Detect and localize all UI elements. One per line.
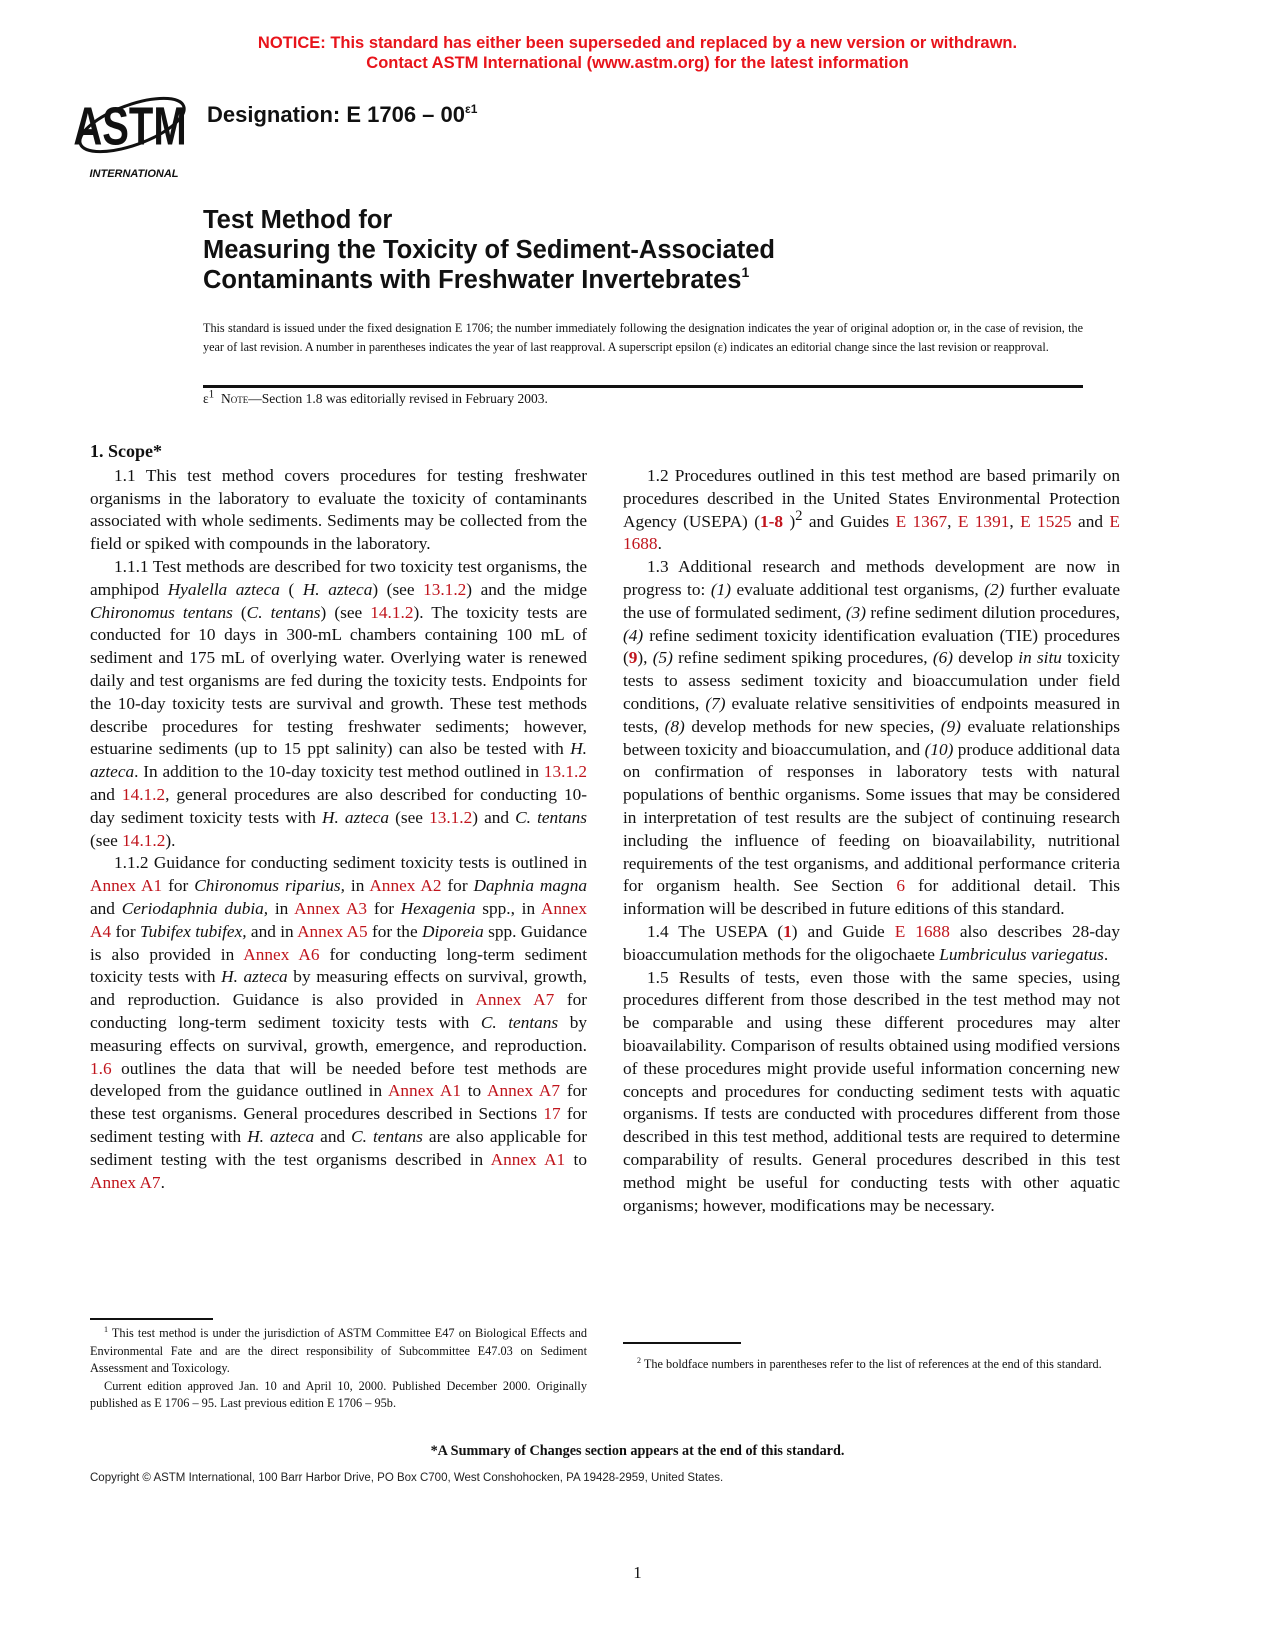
link-14-1-2[interactable]: 14.1.2 bbox=[370, 602, 414, 622]
link-annex-a3[interactable]: Annex A3 bbox=[294, 898, 368, 918]
footnote-ref-2[interactable]: 2 bbox=[795, 507, 803, 524]
paragraph-1-4: 1.4 The USEPA (1) and Guide E 1688 also describes 28-day bioaccumulation methods for the oligochaete Lumbriculus variegatus. bbox=[623, 921, 1120, 964]
link-annex-a1[interactable]: Annex A1 bbox=[90, 876, 163, 896]
astm-logo bbox=[72, 85, 197, 180]
paragraph-1-2: 1.2 Procedures outlined in this test method are based primarily on procedures described in the United States Environmental Protection Agency (USEPA) (1-8 )$^2$ and Guides E 1367, E 1391, E 1525 and E 1688. bbox=[623, 466, 1120, 554]
link-ref-1[interactable]: 1 bbox=[783, 921, 792, 941]
notice-line-1: NOTICE: This standard has either been superseded and replaced by a new version or withdrawn. bbox=[257, 34, 1018, 52]
link-section-6[interactable]: 6 bbox=[896, 876, 905, 896]
link-14-1-2[interactable]: 14.1.2 bbox=[122, 830, 166, 850]
link-refs-1-8[interactable]: 1-8 bbox=[759, 511, 784, 531]
withdrawn-notice bbox=[0, 33, 1275, 73]
link-ref-9[interactable]: 9 bbox=[628, 648, 638, 668]
note-label: Note bbox=[221, 391, 249, 406]
notice-line-2: Contact ASTM International (www.astm.org) for the latest information bbox=[366, 54, 909, 72]
paragraph-1-1-1: 1.1.1 Test methods are described for two toxicity test organisms, the amphipod Hyalella azteca ( H. azteca) (see 13.1.2) and the midge Chironomus tentans (C. tentans) (see 14.1.2). The toxicity tests are conducted for 10 days in 300-mL chambers containing 100 mL of sediment and 175 mL of overlying water. Overlying water is renewed daily and test organisms are fed during the toxicity tests. Endpoints for the 10-day toxicity tests are survival and growth. These test methods describe procedures for testing freshwater sediments; however, estuarine sediments (up to 15 ppt salinity) can also be tested with H. azteca. In addition to the 10-day toxicity test method outlined in 13.1.2 and 14.1.2, general procedures are also described for conducting 10-day sediment toxicity tests with H. azteca (see 13.1.2) and C. tentans (see 14.1.2). bbox=[90, 556, 588, 850]
paragraph-1-1: 1.1 This test method covers procedures for testing freshwater organisms in the laboratory to evaluate the toxicity of contaminants associated with whole sediments. Sediments may be collected from the field or spiked with compounds in the laboratory. bbox=[90, 465, 587, 554]
link-13-1-2[interactable]: 13.1.2 bbox=[543, 762, 587, 782]
title-line-3: Contaminants with Freshwater Invertebrates bbox=[203, 266, 742, 294]
title-footnote-ref[interactable]: 1 bbox=[741, 264, 750, 280]
link-annex-a4[interactable]: Annex A4 bbox=[90, 898, 587, 941]
paragraph-1-1-2: 1.1.2 Guidance for conducting sediment toxicity tests is outlined in Annex A1 for Chironomus riparius, in Annex A2 for Daphnia magna and Ceriodaphnia dubia, in Annex A3 for Hexagenia spp., in Annex A4 for Tubifex tubifex, and in Annex A5 for the Diporeia spp. Guidance is also provided in Annex A6 for conducting long-term sediment toxicity tests with H. azteca by measuring effects on survival, growth, and reproduction. Guidance is also provided in Annex A7 for conducting long-term sediment toxicity tests with C. tentans by measuring effects on survival, growth, emergence, and reproduction. 1.6 outlines the data that will be needed before test methods are developed from the guidance outlined in Annex A1 to Annex A7 for these test organisms. General procedures described in Sections 17 for sediment testing with H. azteca and C. tentans are also applicable for sediment testing with the test organisms described in Annex A1 to Annex A7. bbox=[90, 853, 588, 1192]
link-annex-a1[interactable]: Annex A1 bbox=[490, 1149, 566, 1169]
link-annex-a1[interactable]: Annex A1 bbox=[387, 1081, 461, 1101]
designation-label: Designation: E 1706 – 00 bbox=[207, 102, 465, 127]
link-13-1-2[interactable]: 13.1.2 bbox=[429, 807, 473, 827]
note-text: —Section 1.8 was editorially revised in February 2003. bbox=[248, 391, 548, 406]
section-heading-scope: 1. Scope* bbox=[90, 441, 162, 461]
link-13-1-2[interactable]: 13.1.2 bbox=[423, 579, 467, 599]
footnote-divider bbox=[90, 1318, 213, 1320]
link-annex-a7[interactable]: Annex A7 bbox=[90, 1172, 161, 1192]
astm-logo-icon bbox=[72, 85, 197, 180]
footnote-1: $^1$ This test method is under the jurisdiction of ASTM Committee E47 on Biological Effects and Environmental Fate and are the direct responsibility of Subcommittee E47.03 on Sediment Assessment and Toxicology. Current edition approved Jan. 10 and April 10, 2000. Published December 2000. Originally published as E 1706 – 95. Last previous edition E 1706 – 95b. bbox=[90, 1325, 587, 1413]
link-annex-a5[interactable]: Annex A5 bbox=[297, 921, 368, 941]
title-line-2: Measuring the Toxicity of Sediment-Associated bbox=[203, 236, 775, 264]
footnote-1-edition: Current edition approved Jan. 10 and April 10, 2000. Published December 2000. Originally published as E 1706 – 95. Last previous edition E 1706 – 95b. bbox=[90, 1378, 587, 1410]
paragraph-1-5: 1.5 Results of tests, even those with the same species, using procedures different from those described in the test method may not be comparable and using these different procedures may alter bioavailability. Comparison of results obtained using modified versions of these procedures might provide useful information concerning new concepts and procedures for conducting sediment tests with aquatic organisms. If tests are conducted with procedures different from those described in this test method, additional tests are required to determine comparability of results. General procedures described in this test method might be useful for conducting tests with other aquatic organisms; however, modifications may be necessary. bbox=[623, 967, 1120, 1215]
footnote-divider bbox=[623, 1342, 741, 1344]
divider bbox=[203, 385, 1083, 388]
link-e1525[interactable]: E 1525 bbox=[1020, 511, 1072, 531]
svg-text:ASTM: ASTM bbox=[73, 96, 187, 157]
copyright-line: Copyright © ASTM International, 100 Barr Harbor Drive, PO Box C700, West Conshohocken, PA 19428-2959, United States. bbox=[90, 1472, 724, 1484]
link-e1688[interactable]: E 1688 bbox=[623, 511, 1120, 554]
page-number: 1 bbox=[633, 1563, 642, 1582]
link-annex-a2[interactable]: Annex A2 bbox=[369, 876, 442, 896]
link-14-1-2[interactable]: 14.1.2 bbox=[121, 784, 166, 804]
link-section-17[interactable]: 17 bbox=[543, 1104, 561, 1124]
link-e1367[interactable]: E 1367 bbox=[895, 511, 948, 531]
link-e1688[interactable]: E 1688 bbox=[894, 921, 950, 941]
link-annex-a7[interactable]: Annex A7 bbox=[487, 1081, 561, 1101]
designation bbox=[207, 102, 477, 128]
editorial-note: $\varepsilon^1$ Note—Section 1.8 was editorially revised in February 2003. bbox=[203, 388, 548, 406]
page-title bbox=[203, 205, 775, 295]
designation-epsilon: ε1 bbox=[465, 102, 478, 116]
link-e1391[interactable]: E 1391 bbox=[957, 511, 1010, 531]
right-column bbox=[623, 440, 1120, 1217]
link-annex-a6[interactable]: Annex A6 bbox=[243, 944, 320, 964]
issued-statement: This standard is issued under the fixed designation E 1706; the number immediately following the designation indicates the year of original adoption or, in the case of revision, the year of last revision. A number in parentheses indicates the year of last reapproval. A superscript epsilon (ε) indicates an editorial change since the last revision or reapproval. bbox=[203, 321, 1083, 354]
footnote-2: $^2$ The boldface numbers in parentheses refer to the list of references at the end of this standard. bbox=[637, 1355, 1102, 1371]
link-section-1-6[interactable]: 1.6 bbox=[90, 1058, 112, 1078]
link-annex-a7[interactable]: Annex A7 bbox=[475, 990, 555, 1010]
left-column bbox=[90, 440, 587, 1194]
title-line-1: Test Method for bbox=[203, 206, 393, 234]
svg-text:INTERNATIONAL: INTERNATIONAL bbox=[89, 168, 179, 180]
summary-of-changes-note: *A Summary of Changes section appears at the end of this standard. bbox=[430, 1443, 845, 1459]
paragraph-1-3: 1.3 Additional research and methods development are now in progress to: (1) evaluate additional test organisms, (2) further evaluate the use of formulated sediment, (3) refine sediment dilution procedures, (4) refine sediment toxicity identification evaluation (TIE) procedures (9), (5) refine sediment spiking procedures, (6) develop in situ toxicity tests to assess sediment toxicity and bioaccumulation under field conditions, (7) evaluate relative sensitivities of endpoints measured in tests, (8) develop methods for new species, (9) evaluate relationships between toxicity and bioaccumulation, and (10) produce additional data on confirmation of responses in laboratory tests with natural populations of benthic organisms. Some issues that may be considered in interpretation of test results are the subject of continuing research including the influence of feeding on bioavailability, nutritional requirements of the test organisms, and additional performance criteria for organism health. See Section 6 for additional detail. This information will be described in future editions of this standard. bbox=[623, 557, 1121, 919]
